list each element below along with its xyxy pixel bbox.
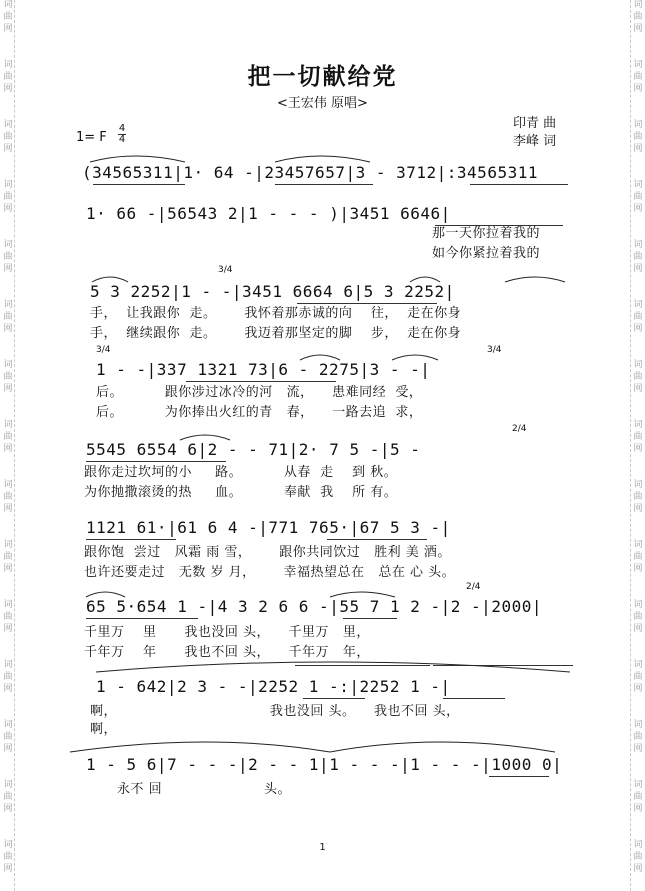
watermark-glyph-right: 曲 — [633, 12, 643, 22]
meter-change-mark: 2/4 — [466, 582, 481, 592]
long-slur-arc — [70, 742, 330, 752]
long-slur-arc — [330, 742, 555, 752]
page-number: 1 — [319, 842, 326, 853]
watermark-glyph-right: 网 — [633, 384, 643, 394]
lyric-line-4-verse-2: 后。 为你捧出火红的青 春， 一路去追 求， — [96, 405, 423, 420]
watermark-glyph-left: 网 — [3, 444, 13, 454]
notation-line-3: 5 3 2252|1 - -|3451 6664 6|5 3 2252| — [90, 282, 455, 301]
watermark-glyph-right: 词 — [633, 240, 643, 250]
tie-arc — [505, 277, 565, 282]
lyric-line-6-verse-2: 也许还要走过 无数 岁 月， 幸福热望总在 总在 心 头。 — [84, 565, 456, 580]
watermark-glyph-left: 曲 — [3, 672, 13, 682]
meter-change-mark: 3/4 — [487, 345, 502, 355]
watermark-glyph-left: 词 — [3, 540, 13, 550]
watermark-glyph-right: 网 — [633, 24, 643, 34]
watermark-glyph-right: 词 — [633, 720, 643, 730]
watermark-glyph-left: 词 — [3, 420, 13, 430]
lyric-line-2-verse-2: 如今你紧拉着我的 — [432, 246, 541, 261]
notation-line-8: 1 - 642|2 3 - -|2252 1 -:|2252 1 -| — [96, 677, 451, 696]
lyric-line-3-verse-1: 手， 让我跟你 走。 我怀着那赤诚的向 往， 走在你身 — [90, 306, 462, 321]
watermark-glyph-left: 曲 — [3, 132, 13, 142]
watermark-glyph-left: 曲 — [3, 252, 13, 262]
watermark-glyph-right: 词 — [633, 120, 643, 130]
tie-arc — [92, 277, 128, 282]
notation-line-2: 1· 66 -|56543 2|1 - - - )|3451 6646| — [86, 204, 451, 223]
watermark-glyph-left: 词 — [3, 780, 13, 790]
watermark-glyph-right: 网 — [633, 144, 643, 154]
watermark-glyph-right: 网 — [633, 264, 643, 274]
lyric-line-6-verse-1: 跟你饱 尝过 风霜 雨 雪， 跟你共同饮过 胜利 美 酒。 — [84, 545, 451, 560]
watermark-glyph-right: 网 — [633, 504, 643, 514]
watermark-glyph-left: 词 — [3, 60, 13, 70]
watermark-glyph-right: 词 — [633, 60, 643, 70]
watermark-glyph-left: 曲 — [3, 792, 13, 802]
watermark-glyph-right: 词 — [633, 540, 643, 550]
watermark-glyph-left: 网 — [3, 24, 13, 34]
watermark-glyph-right: 网 — [633, 744, 643, 754]
watermark-glyph-left: 曲 — [3, 552, 13, 562]
meter-change-mark: 3/4 — [96, 345, 111, 355]
watermark-glyph-right: 曲 — [633, 252, 643, 262]
watermark-glyph-left: 网 — [3, 384, 13, 394]
watermark-glyph-right: 网 — [633, 204, 643, 214]
watermark-glyph-left: 词 — [3, 240, 13, 250]
time-signature-top: 4 — [118, 123, 126, 134]
watermark-glyph-left: 网 — [3, 204, 13, 214]
tie-arc — [300, 355, 340, 360]
notation-line-4: 1 - -|337 1321 73|6 - 2275|3 - -| — [96, 360, 431, 379]
watermark-glyph-right: 词 — [633, 780, 643, 790]
watermark-glyph-left: 网 — [3, 564, 13, 574]
watermark-glyph-right: 网 — [633, 624, 643, 634]
watermark-glyph-right: 网 — [633, 684, 643, 694]
watermark-glyph-right: 曲 — [633, 612, 643, 622]
watermark-glyph-right: 网 — [633, 804, 643, 814]
song-title: 把一切献给党 — [247, 64, 398, 90]
watermark-glyph-right: 曲 — [633, 672, 643, 682]
watermark-glyph-right: 词 — [633, 0, 643, 10]
watermark-glyph-left: 曲 — [3, 432, 13, 442]
watermark-glyph-left: 网 — [3, 864, 13, 874]
tie-arc — [86, 592, 125, 597]
lyric-line-7-verse-1: 千里万 里 我也没回 头， 千里万 里， — [84, 625, 370, 640]
lyric-line-9-verse-1: 永不 回 头。 — [117, 782, 292, 797]
watermark-glyph-left: 曲 — [3, 12, 13, 22]
watermark-glyph-right: 词 — [633, 840, 643, 850]
watermark-glyph-right: 词 — [633, 660, 643, 670]
watermark-glyph-left: 网 — [3, 324, 13, 334]
watermark-glyph-right: 曲 — [633, 192, 643, 202]
watermark-glyph-left: 网 — [3, 804, 13, 814]
watermark-glyph-left: 词 — [3, 660, 13, 670]
watermark-glyph-right: 词 — [633, 360, 643, 370]
lyric-line-8-verse-1: 啊， 我也没回 头。 我也不回 头， — [90, 704, 460, 719]
watermark-glyph-left: 曲 — [3, 492, 13, 502]
watermark-glyph-right: 曲 — [633, 552, 643, 562]
watermark-glyph-right: 网 — [633, 84, 643, 94]
watermark-glyph-left: 网 — [3, 264, 13, 274]
composer-credit: 印青 曲 — [513, 116, 557, 131]
lyric-line-8-verse-2: 啊， — [90, 722, 118, 737]
tie-arc — [180, 435, 230, 440]
long-slur-arc — [96, 662, 570, 672]
watermark-glyph-right: 词 — [633, 600, 643, 610]
watermark-glyph-right: 曲 — [633, 792, 643, 802]
meter-change-mark: 3/4 — [218, 265, 233, 275]
watermark-glyph-right: 曲 — [633, 852, 643, 862]
watermark-glyph-right: 网 — [633, 324, 643, 334]
watermark-glyph-left: 词 — [3, 120, 13, 130]
watermark-glyph-right: 曲 — [633, 72, 643, 82]
watermark-glyph-left: 网 — [3, 144, 13, 154]
lyric-line-4-verse-1: 后。 跟你涉过冰冷的河 流， 患难同经 受， — [96, 385, 423, 400]
watermark-glyph-right: 词 — [633, 300, 643, 310]
lyric-line-3-verse-2: 手， 继续跟你 走。 我迈着那坚定的脚 步， 走在你身 — [90, 326, 462, 341]
lyric-line-7-verse-2: 千年万 年 我也不回 头， 千年万 年， — [84, 645, 370, 660]
lyric-line-5-verse-2: 为你抛撒滚烫的热 血。 奉献 我 所 有。 — [84, 485, 398, 500]
watermark-glyph-left: 词 — [3, 300, 13, 310]
watermark-glyph-left: 网 — [3, 624, 13, 634]
watermark-glyph-left: 词 — [3, 0, 13, 10]
watermark-glyph-left: 曲 — [3, 192, 13, 202]
watermark-glyph-left: 网 — [3, 684, 13, 694]
watermark-glyph-left: 网 — [3, 504, 13, 514]
lyric-line-2-verse-1: 那一天你拉着我的 — [432, 226, 541, 241]
watermark-glyph-left: 曲 — [3, 612, 13, 622]
watermark-glyph-right: 曲 — [633, 492, 643, 502]
notation-line-7: 65 5·654 1 -|4 3 2 6 6 -|55 7 1 2 -|2 -|2000| — [86, 597, 542, 616]
watermark-glyph-right: 网 — [633, 864, 643, 874]
watermark-glyph-right: 曲 — [633, 312, 643, 322]
watermark-glyph-left: 曲 — [3, 72, 13, 82]
lyric-line-5-verse-1: 跟你走过坎坷的小 路。 从春 走 到 秋。 — [84, 465, 398, 480]
watermark-glyph-left: 曲 — [3, 312, 13, 322]
watermark-glyph-left: 词 — [3, 360, 13, 370]
slur-arc — [275, 156, 370, 162]
watermark-glyph-left: 曲 — [3, 372, 13, 382]
watermark-glyph-right: 词 — [633, 180, 643, 190]
watermark-glyph-left: 词 — [3, 840, 13, 850]
watermark-glyph-right: 曲 — [633, 432, 643, 442]
watermark-glyph-right: 词 — [633, 420, 643, 430]
watermark-glyph-left: 词 — [3, 720, 13, 730]
watermark-glyph-right: 曲 — [633, 372, 643, 382]
key-signature: 1= F — [76, 130, 107, 145]
notation-line-5: 5545 6554 6|2 - - 71|2· 7 5 -|5 - — [86, 440, 421, 459]
tie-arc — [392, 355, 438, 360]
watermark-glyph-right: 曲 — [633, 732, 643, 742]
watermark-glyph-left: 词 — [3, 600, 13, 610]
watermark-glyph-left: 曲 — [3, 852, 13, 862]
watermark-glyph-right: 词 — [633, 480, 643, 490]
lyricist-credit: 李峰 词 — [513, 134, 557, 149]
watermark-glyph-left: 词 — [3, 480, 13, 490]
slur-arc — [90, 156, 185, 162]
notation-line-6: 1121 61·|61 6 4 -|771 765·|67 5 3 -| — [86, 518, 451, 537]
watermark-glyph-right: 曲 — [633, 132, 643, 142]
watermark-glyph-left: 词 — [3, 180, 13, 190]
notation-line-9: 1 - 5 6|7 - - -|2 - - 1|1 - - -|1 - - -|1000 0| — [86, 755, 563, 774]
meter-change-mark: 2/4 — [512, 424, 527, 434]
watermark-glyph-right: 网 — [633, 444, 643, 454]
watermark-glyph-right: 网 — [633, 564, 643, 574]
watermark-glyph-left: 网 — [3, 744, 13, 754]
time-signature-bottom: 4 — [118, 134, 126, 145]
song-subtitle: <王宏伟 原唱> — [277, 96, 368, 111]
watermark-glyph-left: 网 — [3, 84, 13, 94]
watermark-glyph-left: 曲 — [3, 732, 13, 742]
tie-arc — [410, 277, 440, 282]
notation-line-1: (34565311|1· 64 -|23457657|3 - 3712|:34565311 — [82, 163, 538, 182]
tie-arc — [330, 592, 395, 597]
